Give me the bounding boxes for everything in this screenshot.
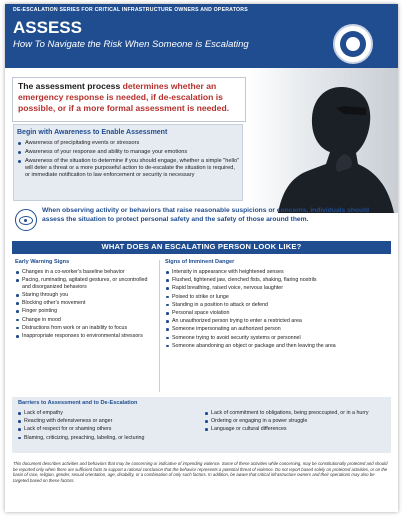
eye-outline [19,216,33,225]
early-warning-list [15,269,155,341]
list-item: Distractions from work or an inability to focus [15,325,155,332]
section-bar [12,241,391,254]
list-item: Flushed, tightened jaw, clenched fists, shaking, flaring nostrils [165,277,387,284]
early-warning-title: Early Warning Signs [15,259,70,265]
imminent-danger-title: Signs of Imminent Danger [165,259,235,265]
awareness-list [17,140,241,181]
list-item: Blocking other's movement [15,300,155,307]
list-item: Inappropriate responses to environmental stressors [15,333,155,340]
list-item: Pacing, ruminating, agitated gestures, or uncontrolled and disorganized behaviors [15,277,155,290]
intro-text [18,81,242,114]
column-divider [159,260,160,392]
list-item: Personal space violation [165,310,387,317]
awareness-title: Begin with Awareness to Enable Assessment [17,129,168,136]
list-item: Someone trying to avoid security systems or personnel [165,335,387,342]
list-item: Awareness of your response and ability to manage your emotions [17,149,241,156]
list-item: Poised to strike or lunge [165,294,387,301]
intro-box [12,77,246,122]
barriers-box [12,397,391,453]
list-item: Finger pointing [15,308,155,315]
person-silhouette [248,68,398,213]
list-item: Rapid breathing, raised voice, nervous laughter [165,285,387,292]
observe-text: When observing activity or behaviors that raise reasonable suspicions or concerns, individuals should assess the situation to protect personal safety and the safety of those around them. [42,207,370,223]
list-item: Intensity in appearance with heightened senses [165,269,387,276]
eye-icon [15,209,37,231]
list-item: Awareness of precipitating events or stressors [17,140,241,147]
thinking-person-photo [248,68,398,213]
intro-highlight: determines whether an emergency response is needed, if de-escalation is possible, or if a more formal assessment is needed. [18,81,230,113]
imminent-danger-list [165,269,387,351]
barriers-right-list [204,410,386,435]
list-item: Someone abandoning an object or package and then leaving the area [165,343,387,350]
page-subtitle: How To Navigate the Risk When Someone is Escalating [13,39,249,50]
list-item: Ordering or engaging in a power struggle [204,418,386,425]
eye-pupil [24,219,27,222]
list-item: Standing in a position to attack or defend [165,302,387,309]
barriers-left-list [17,410,197,443]
list-item: Changes in a co-worker's baseline behavior [15,269,155,276]
list-item: Lack of commitment to obligations, being preoccupied, or in a hurry [204,410,386,417]
awareness-box [13,124,243,201]
intro-lead: The assessment process [18,81,123,91]
list-item: Awareness of the situation to determine if you should engage, whether a simple "hello" will deter a threat or a more purposeful action to de-escalate the situation is required, or immediate notification to law enforcement or security is necessary [17,158,241,179]
header-banner [5,4,398,68]
list-item: Someone impersonating an authorized person [165,326,387,333]
list-item: Language or cultural differences [204,426,386,433]
list-item: Blaming, criticizing, preaching, labeling, or lecturing [17,435,197,442]
list-item: Staring through you [15,292,155,299]
list-item: An unauthorized person trying to enter a restricted area [165,318,387,325]
disclaimer-text: This document describes activities and behaviors that may be concerning or indicative of impending violence. Some of these activities while concerning, may be constitutionally protected and should be reported only when there are sufficient facts to support a rational conclusion that the behavior represents a potential threat of violence. Do not report based solely on protected activities, or on the basis of race, religion, gender, sexual orientation, age, disability, or a combination of only such factors. In addition, be aware that critical infrastructure owners and their operations may also be targeted based on these factors. [13,461,388,483]
seal-core [346,37,360,51]
section-title: WHAT DOES AN ESCALATING PERSON LOOK LIKE? [101,242,302,251]
series-label: DE-ESCALATION SERIES FOR CRITICAL INFRASTRUCTURE OWNERS AND OPERATORS [13,7,248,13]
page-title: ASSESS [13,18,82,37]
barriers-title: Barriers to Assessment and to De-Escalation [18,400,138,406]
list-item: Lack of respect for or shaming others [17,426,197,433]
agency-seal-icon [333,24,373,64]
list-item: Change in mood [15,317,155,324]
fact-sheet-page [5,4,398,512]
list-item: Lack of empathy [17,410,197,417]
list-item: Reacting with defensiveness or anger [17,418,197,425]
seal-inner [340,31,366,57]
